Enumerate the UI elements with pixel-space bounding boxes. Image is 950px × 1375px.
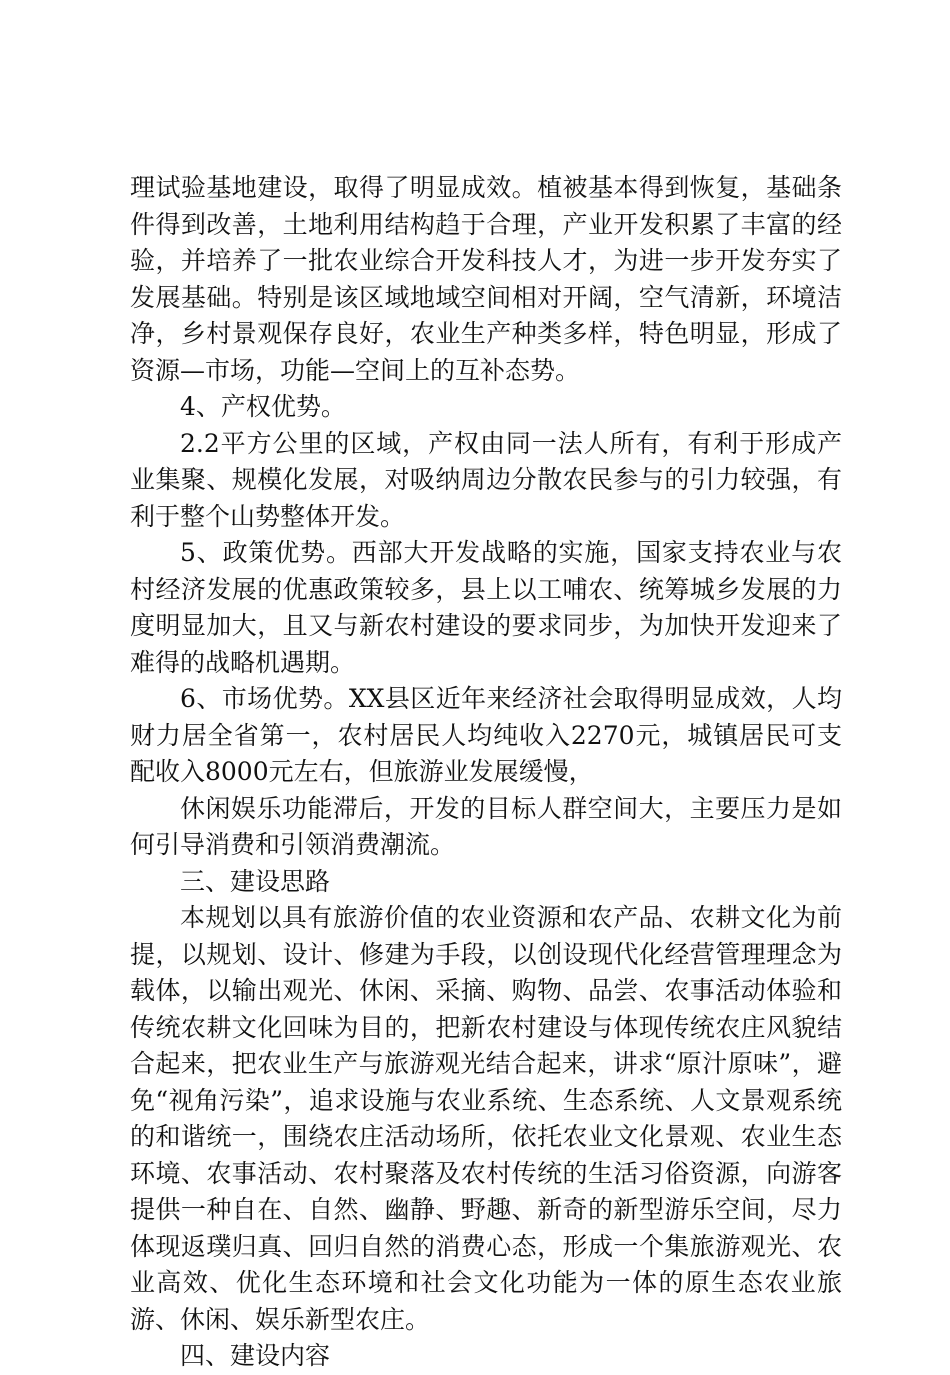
paragraph-intro-continued: 理试验基地建设，取得了明显成效。植被基本得到恢复，基础条件得到改善，土地利用结构趋于合理，产业开发积累了丰富的经验，并培养了一批农业综合开发科技人才，为进一步开发夯实了发展基础。特别是该区域地域空间相对开阔，空气清新，环境洁净，乡村景观保存良好，农业生产种类多样，特色明显，形成了资源—市场，功能—空间上的互补态势。 [130,173,842,385]
paragraph-property-rights: 2.2平方公里的区域，产权由同一法人所有，有利于形成产业集聚、规模化发展，对吸纳周边分散农民参与的引力较强，有利于整个山势整体开发。 [130,428,842,531]
heading-construction-approach: 三、建设思路 [180,866,331,896]
document-body [130,170,842,1375]
heading-property-rights-advantage: 4、产权优势。 [180,392,346,421]
paragraph-policy-advantage: 5、政策优势。西部大开发战略的实施，国家支持农业与农村经济发展的优惠政策较多，县上以工哺农、统筹城乡发展的力度明显加大，且又与新农村建设的要求同步，为加快开发迎来了难得的战略机遇期。 [130,538,842,677]
paragraph-market-advantage-continued: 休闲娱乐功能滞后，开发的目标人群空间大，主要压力是如何引导消费和引领消费潮流。 [130,793,842,859]
paragraph-market-advantage: 6、市场优势。XX县区近年来经济社会取得明显成效，人均财力居全省第一，农村居民人均纯收入2270元，城镇居民可支配收入8000元左右，但旅游业发展缓慢， [130,684,842,786]
heading-construction-content: 四、建设内容 [180,1341,331,1370]
paragraph-construction-approach: 本规划以具有旅游价值的农业资源和农产品、农耕文化为前提，以规划、设计、修建为手段，以创设现代化经营管理理念为载体，以输出观光、休闲、采摘、购物、品尝、农事活动体验和传统农耕文化回味为目的，把新农村建设与体现传统农庄风貌结合起来，把农业生产与旅游观光结合起来，讲求“原汁原味”，避免“视角污染”，追求设施与农业系统、生态系统、人文景观系统的和谐统一，围绕农庄活动场所，依托农业文化景观、农业生态环境、农事活动、农村聚落及农村传统的生活习俗资源，向游客提供一种自在、自然、幽静、野趣、新奇的新型游乐空间，尽力体现返璞归真、回归自然的消费心态，形成一个集旅游观光、农业高效、优化生态环境和社会文化功能为一体的原生态农业旅游、休闲、娱乐新型农庄。 [130,903,842,1334]
